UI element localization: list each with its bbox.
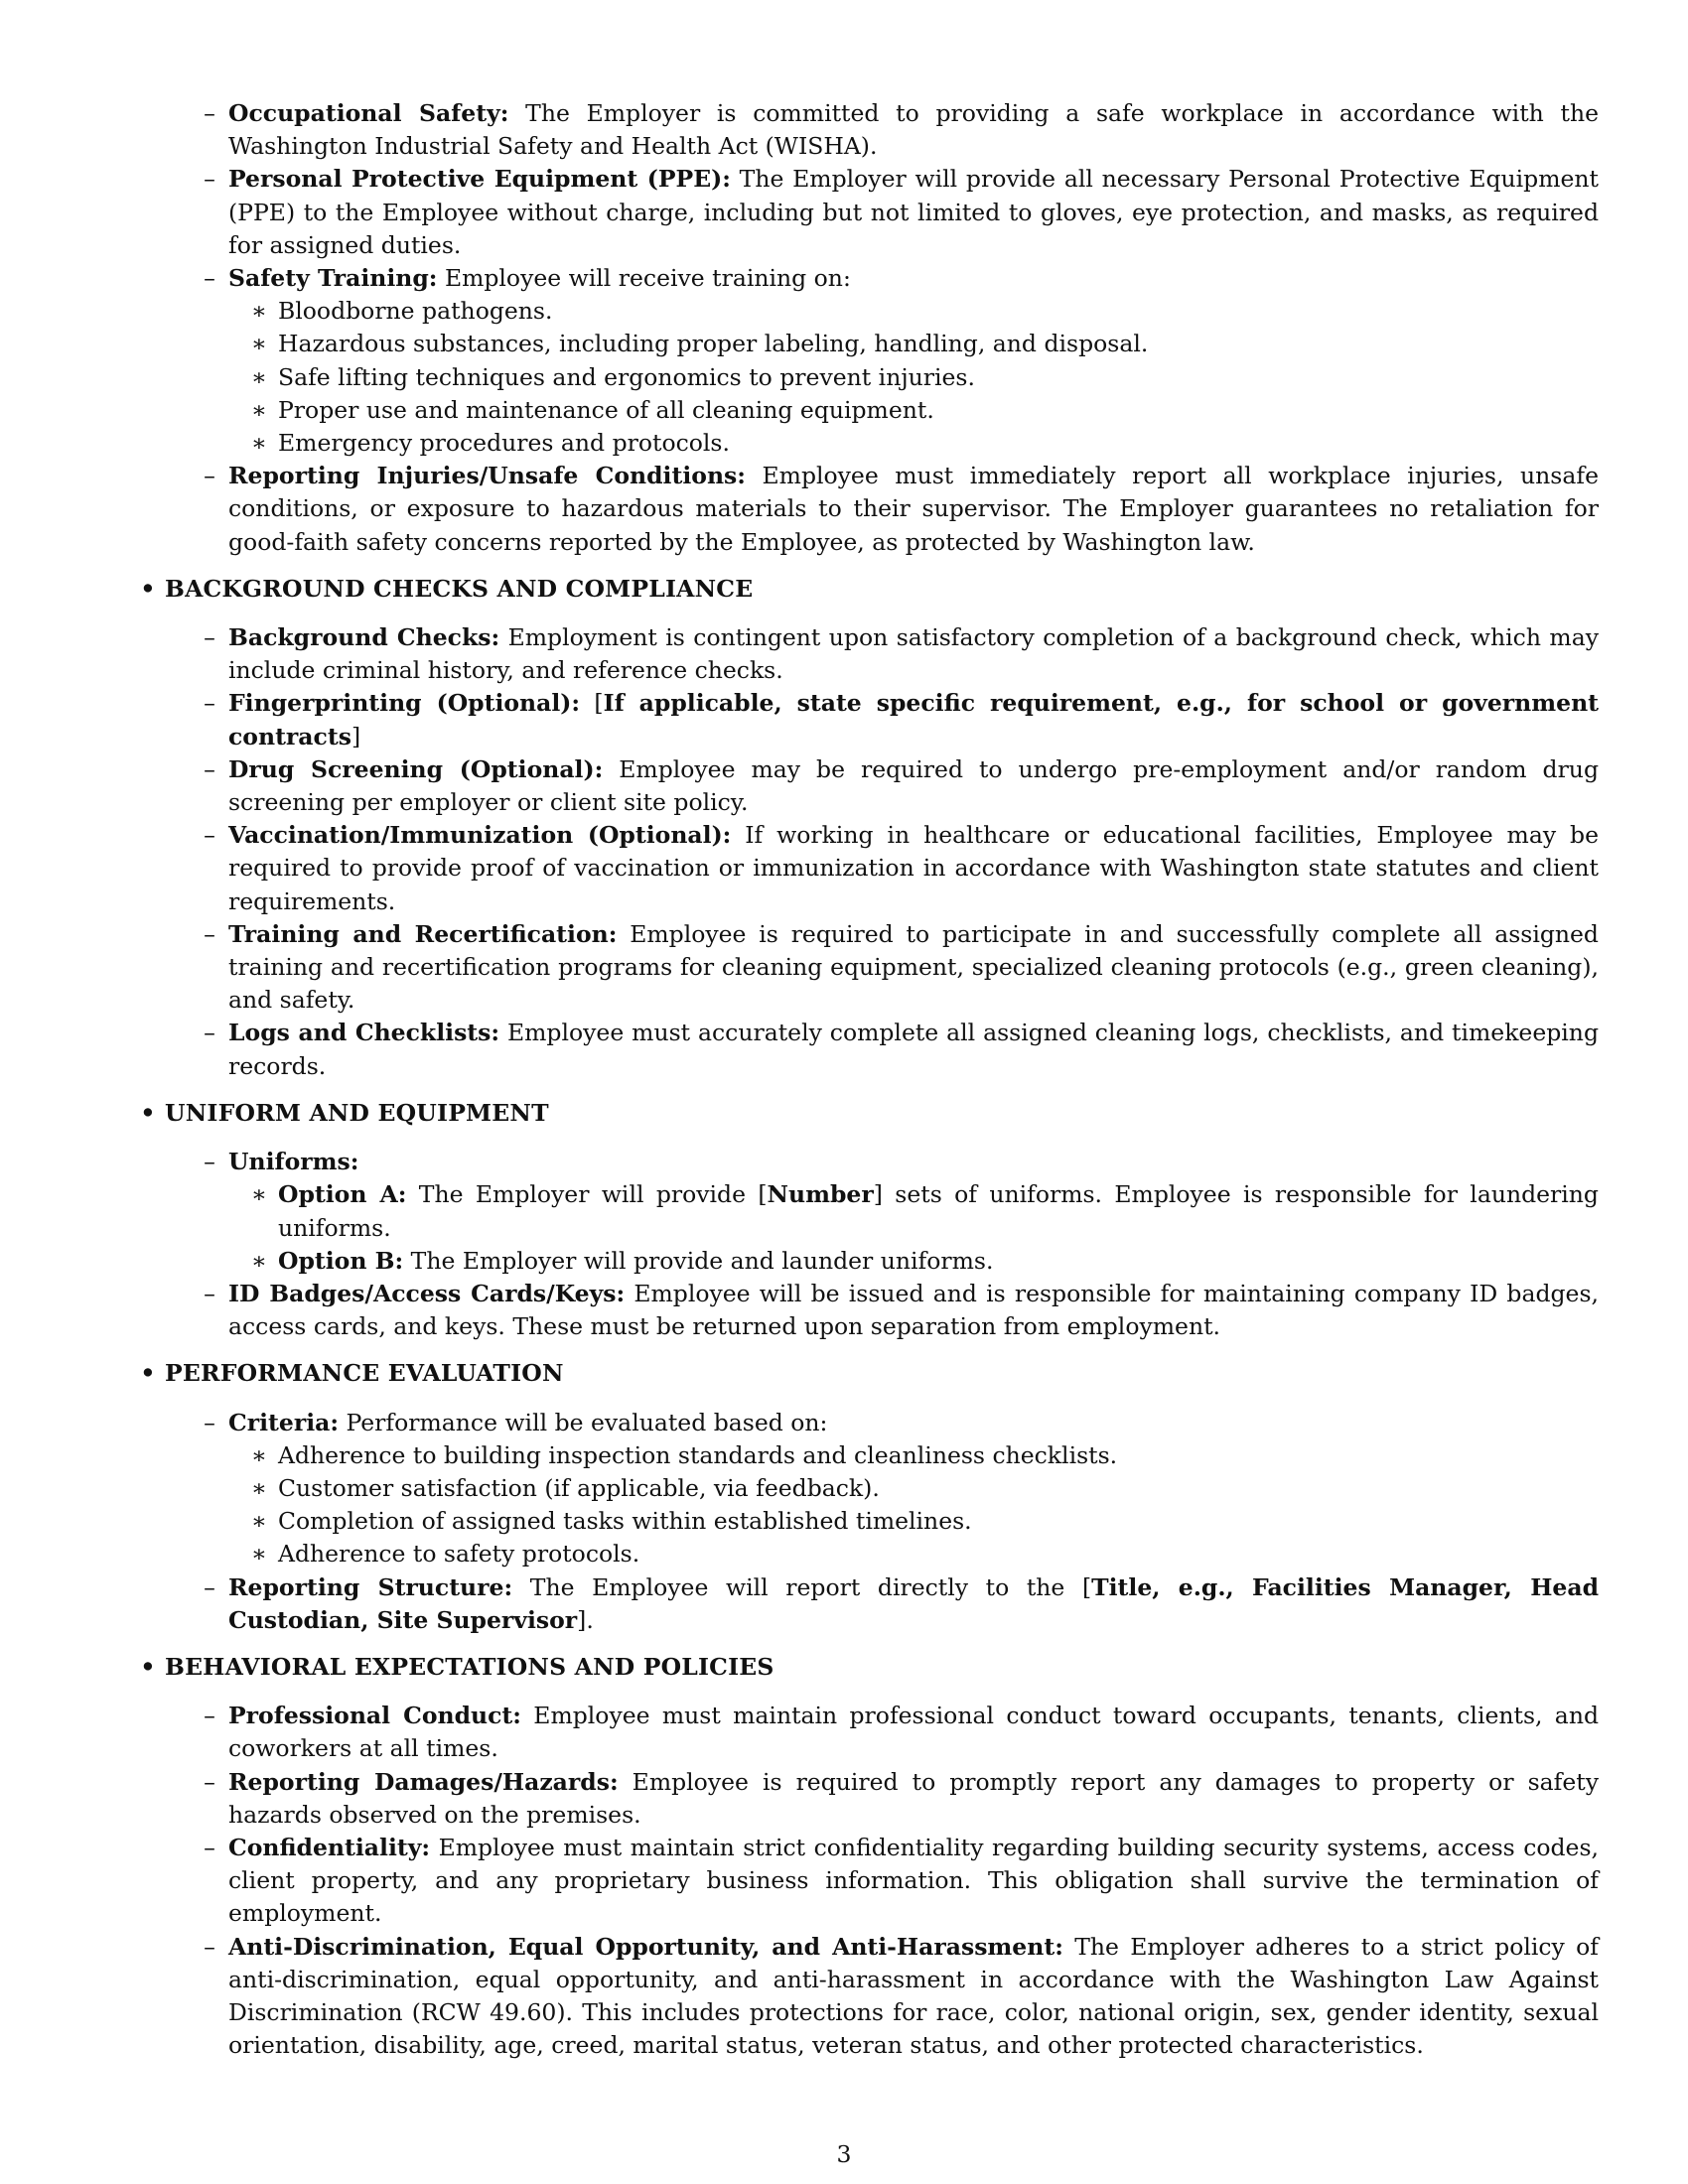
item-label: Training and Recertification: xyxy=(228,919,618,948)
asterisk-marker: ∗ xyxy=(251,330,267,358)
sub-item-text: Customer satisfaction (if applicable, via feedback). xyxy=(278,1473,880,1502)
sub-item-text: Proper use and maintenance of all cleaning equipment. xyxy=(278,395,934,424)
asterisk-marker: ∗ xyxy=(251,395,267,424)
item-label: Reporting Injuries/Unsafe Conditions: xyxy=(228,462,746,490)
item-label: Reporting Structure: xyxy=(228,1572,513,1601)
list-item-id-badges xyxy=(191,1278,1599,1343)
sub-list-item xyxy=(240,394,1599,427)
list-item-fingerprinting xyxy=(191,687,1599,752)
section-title: BACKGROUND CHECKS AND COMPLIANCE xyxy=(165,574,754,603)
item-label: ID Badges/Access Cards/Keys: xyxy=(228,1279,626,1307)
dash-marker: – xyxy=(204,821,215,850)
item-label: Fingerprinting (Optional): xyxy=(228,689,581,718)
asterisk-marker: ∗ xyxy=(251,1473,267,1502)
asterisk-marker: ∗ xyxy=(251,297,267,326)
sub-item-text: Hazardous substances, including proper labeling, handling, and disposal. xyxy=(278,330,1149,358)
section-heading-uniform-equipment xyxy=(131,1097,1599,1130)
dash-marker: – xyxy=(204,1279,215,1307)
placeholder-text: Title, e.g., Facilities Manager, Head Custodian, Site Supervisor xyxy=(228,1572,1600,1634)
list-item-confidentiality xyxy=(191,1832,1599,1931)
dash-marker: – xyxy=(204,165,215,194)
dash-marker: – xyxy=(204,689,215,718)
list-item-ppe xyxy=(191,163,1599,262)
dash-marker: – xyxy=(204,1408,215,1436)
sub-list-item xyxy=(240,328,1599,360)
dash-marker: – xyxy=(204,462,215,490)
item-label: Occupational Safety: xyxy=(228,99,509,127)
item-text: Employee must maintain professional conduct toward occupants, tenants, clients, and coworkers at all times. xyxy=(228,1702,1599,1763)
dash-marker: – xyxy=(204,1702,215,1730)
item-label: Option B: xyxy=(278,1246,404,1275)
item-label: Confidentiality: xyxy=(228,1833,431,1861)
asterisk-marker: ∗ xyxy=(251,429,267,458)
item-text: The Employer will provide all necessary Personal Protective Equipment (PPE) to the Employee without charge, including but not limited to gloves, eye protection, and masks, as required for assigned duties. xyxy=(228,165,1599,259)
list-item-vaccination xyxy=(191,819,1599,918)
sub-item-text: Completion of assigned tasks within established timelines. xyxy=(278,1507,972,1536)
list-item-uniforms xyxy=(191,1146,1599,1178)
section-title: UNIFORM AND EQUIPMENT xyxy=(165,1098,549,1127)
list-item-professional-conduct xyxy=(191,1700,1599,1765)
asterisk-marker: ∗ xyxy=(251,362,267,391)
dash-marker: – xyxy=(204,623,215,652)
sub-list-item-option-a xyxy=(240,1178,1599,1244)
item-text: ] sets of uniforms. Employee is responsible for laundering uniforms. xyxy=(278,1180,1599,1242)
list-item-criteria xyxy=(191,1407,1599,1439)
item-label: Reporting Damages/Hazards: xyxy=(228,1767,619,1796)
bullet-marker: • xyxy=(140,1652,156,1681)
dash-marker: – xyxy=(204,1019,215,1047)
sub-item-text: Adherence to building inspection standards and cleanliness checklists. xyxy=(278,1440,1118,1469)
asterisk-marker: ∗ xyxy=(251,1180,267,1209)
dash-marker: – xyxy=(204,1932,215,1961)
item-label: Safety Training: xyxy=(228,264,438,293)
placeholder-text: If applicable, state specific requirement, e.g., for school or government contracts xyxy=(228,689,1600,751)
item-text: The Employer is committed to providing a safe workplace in accordance with the Washington Industrial Safety and Health Act (WISHA). xyxy=(228,99,1599,161)
item-text: ]. xyxy=(577,1605,594,1634)
list-item-background-checks xyxy=(191,621,1599,687)
dash-marker: – xyxy=(204,1148,215,1176)
item-text: Employee may be required to undergo pre-employment and/or random drug screening per employer or client site policy. xyxy=(228,754,1599,817)
item-text: The Employer will provide [ xyxy=(406,1180,768,1209)
item-label: Professional Conduct: xyxy=(228,1702,521,1730)
bullet-marker: • xyxy=(140,1359,156,1388)
dash-marker: – xyxy=(204,99,215,127)
sub-list-item xyxy=(240,427,1599,460)
dash-marker: – xyxy=(204,1572,215,1601)
item-text: The Employer will provide and launder uniforms. xyxy=(403,1246,994,1275)
dash-marker: – xyxy=(204,264,215,293)
section-heading-performance-evaluation xyxy=(131,1357,1599,1390)
item-label: Personal Protective Equipment (PPE): xyxy=(228,165,731,194)
section-title: PERFORMANCE EVALUATION xyxy=(165,1359,564,1388)
item-text: ] xyxy=(351,722,361,751)
item-text: The Employee will report directly to the [ xyxy=(512,1572,1092,1601)
item-text: [ xyxy=(580,689,604,718)
item-text: Employee is required to participate in and successfully complete all assigned training and recertification programs for cleaning equipment, specialized cleaning protocols (e.g., green cleaning), and safety. xyxy=(228,919,1599,1015)
sub-list-item xyxy=(240,361,1599,394)
list-item-safety-training xyxy=(191,262,1599,295)
sub-item-text: Safe lifting techniques and ergonomics to prevent injuries. xyxy=(278,362,975,391)
placeholder-text: Number xyxy=(767,1180,874,1209)
item-text: Employee must accurately complete all assigned cleaning logs, checklists, and timekeeping records. xyxy=(228,1019,1599,1080)
item-label: Criteria: xyxy=(228,1408,340,1436)
list-item-anti-discrimination xyxy=(191,1931,1599,2063)
item-text: Performance will be evaluated based on: xyxy=(339,1408,828,1436)
sub-list-item xyxy=(240,1472,1599,1505)
item-text: Employee will receive training on: xyxy=(437,264,851,293)
item-label: Logs and Checklists: xyxy=(228,1019,500,1047)
sub-list-item xyxy=(240,295,1599,328)
section-heading-background-checks xyxy=(131,573,1599,606)
list-item-reporting-structure xyxy=(191,1571,1599,1637)
list-item-training-recertification xyxy=(191,918,1599,1018)
bullet-marker: • xyxy=(140,574,156,603)
item-text: Employee must immediately report all workplace injuries, unsafe conditions, or exposure to hazardous materials to their supervisor. The Employer guarantees no retaliation for good-faith safety concerns reported by the Employee, as protected by Washington law. xyxy=(228,462,1599,556)
item-label: Option A: xyxy=(278,1180,407,1209)
item-text: The Employer adheres to a strict policy of anti-discrimination, equal opportunity, and anti-harassment in accordance with the Washington Law Against Discrimination (RCW 49.60). This includes protections for race, color, national origin, sex, gender identity, sexual orientation, disability, age, creed, marital status, veteran status, and other protected characteristics. xyxy=(228,1932,1599,2060)
sub-list-item-option-b xyxy=(240,1245,1599,1278)
item-label: Uniforms: xyxy=(228,1148,359,1176)
list-item-drug-screening xyxy=(191,753,1599,819)
sub-item-text: Bloodborne pathogens. xyxy=(278,297,553,326)
document-body xyxy=(131,97,1599,2062)
dash-marker: – xyxy=(204,919,215,948)
list-item-occupational-safety xyxy=(191,97,1599,163)
dash-marker: – xyxy=(204,754,215,783)
list-item-logs-checklists xyxy=(191,1017,1599,1082)
item-label: Vaccination/Immunization (Optional): xyxy=(228,821,732,850)
asterisk-marker: ∗ xyxy=(251,1540,267,1569)
page-number: 3 xyxy=(836,2140,852,2168)
asterisk-marker: ∗ xyxy=(251,1440,267,1469)
item-text: Employment is contingent upon satisfactory completion of a background check, which may include criminal history, and reference checks. xyxy=(228,623,1599,685)
dash-marker: – xyxy=(204,1833,215,1861)
bullet-marker: • xyxy=(140,1098,156,1127)
list-item-reporting-injuries xyxy=(191,460,1599,559)
sub-item-text: Adherence to safety protocols. xyxy=(278,1540,640,1569)
item-label: Background Checks: xyxy=(228,623,500,652)
item-label: Drug Screening (Optional): xyxy=(228,754,604,783)
sub-item-text: Emergency procedures and protocols. xyxy=(278,429,730,458)
item-label: Anti-Discrimination, Equal Opportunity, and Anti-Harassment: xyxy=(228,1932,1063,1961)
asterisk-marker: ∗ xyxy=(251,1246,267,1275)
dash-marker: – xyxy=(204,1767,215,1796)
sub-list-item xyxy=(240,1439,1599,1472)
item-text: Employee is required to promptly report any damages to property or safety hazards observed on the premises. xyxy=(228,1767,1599,1829)
list-item-reporting-damages xyxy=(191,1766,1599,1832)
section-heading-behavioral-expectations xyxy=(131,1651,1599,1684)
section-title: BEHAVIORAL EXPECTATIONS AND POLICIES xyxy=(165,1652,774,1681)
item-text: Employee will be issued and is responsible for maintaining company ID badges, access cards, and keys. These must be returned upon separation from employment. xyxy=(228,1279,1599,1341)
item-text: If working in healthcare or educational facilities, Employee may be required to provide proof of vaccination or immunization in accordance with Washington state statutes and client requirements. xyxy=(228,821,1599,915)
item-text: Employee must maintain strict confidentiality regarding building security systems, access codes, client property, and any proprietary business information. This obligation shall survive the termination of employment. xyxy=(228,1833,1599,1928)
sub-list-item xyxy=(240,1538,1599,1570)
sub-list-item xyxy=(240,1505,1599,1538)
asterisk-marker: ∗ xyxy=(251,1507,267,1536)
